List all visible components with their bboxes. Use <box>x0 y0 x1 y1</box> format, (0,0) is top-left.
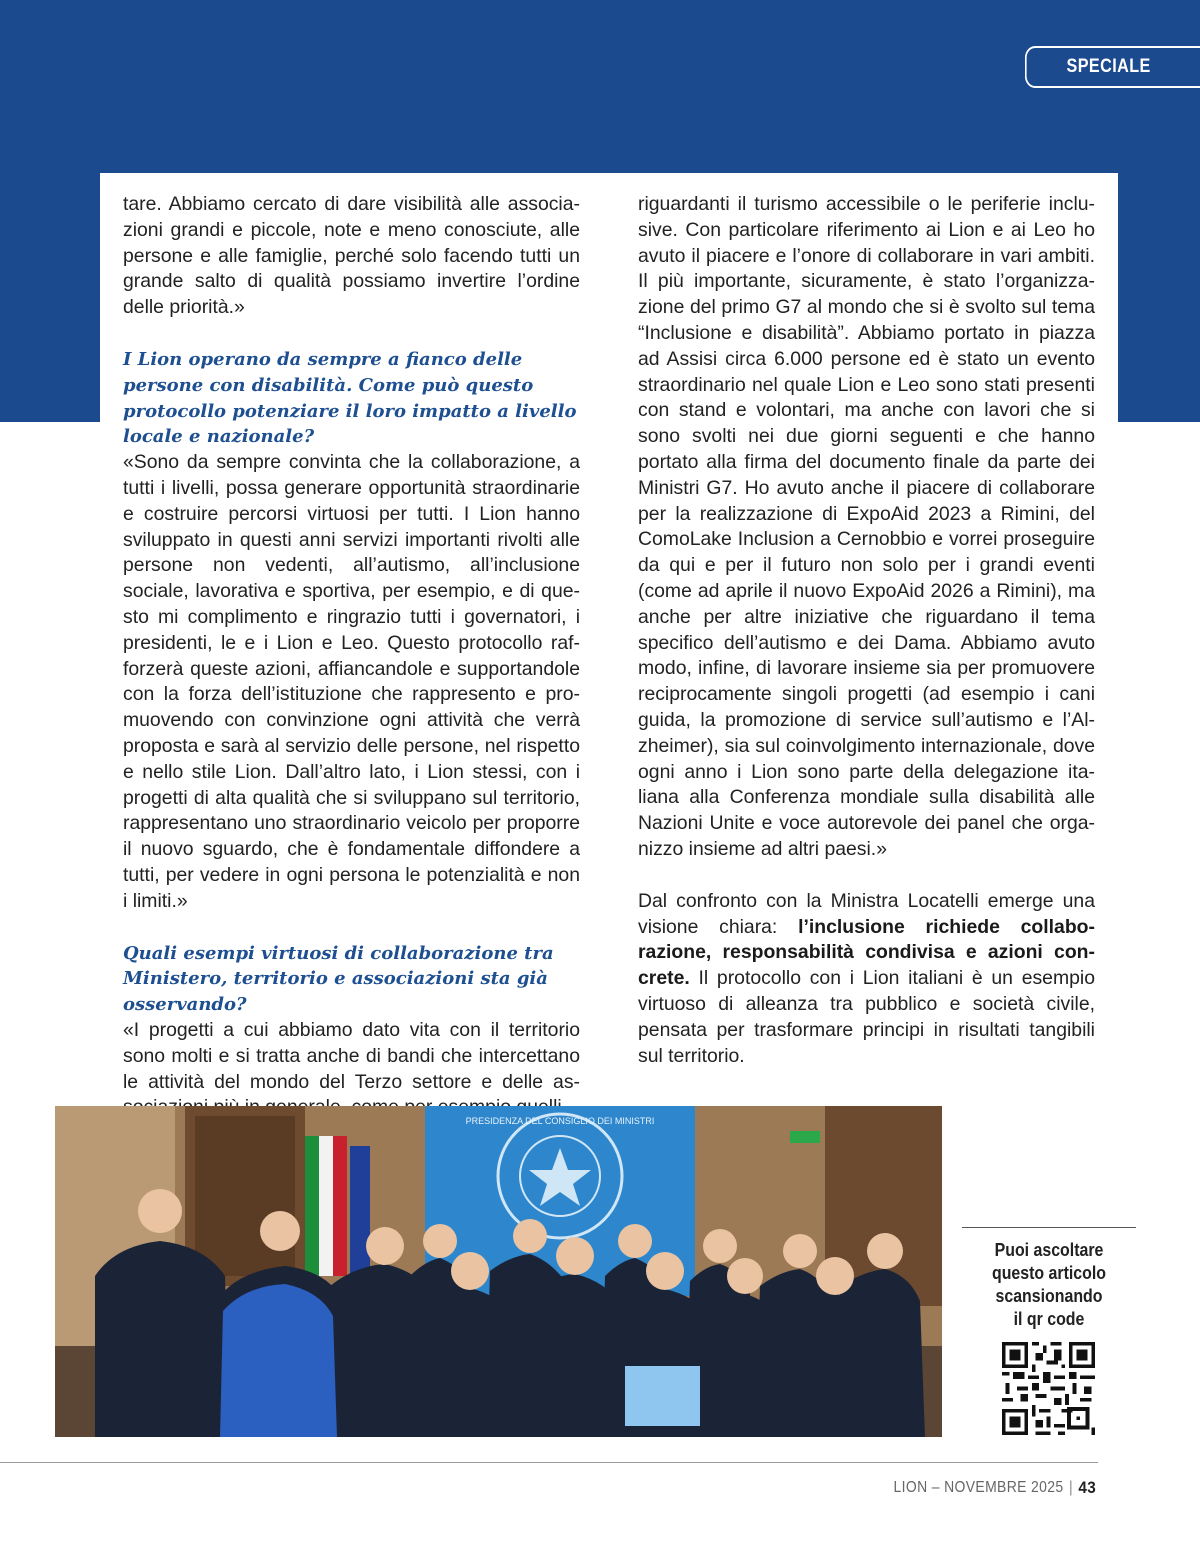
group-photo <box>55 1106 942 1437</box>
paragraph: tare. Abbiamo cercato di dare visibilità alle associazioni grandi e piccole, note e meno conosciute, alle persone e alle famiglie, perché solo facendo tutti un grande salto di qualità possiamo invertire l’ordine delle priorità.» <box>123 193 580 319</box>
paragraph: «Sono da sempre convinta che la collaborazione, a tutti i livelli, possa generare opportunità straordinarie e costruire percorsi virtuosi per tutti. I Lion hanno sviluppato in questi anni servizi importanti rivolti alle persone non vedenti, all’autismo, all’inclusione sociale, lavorativa e sportiva, per esempio, e di questo mi complimento e ringrazio tutti i governatori, i presidenti, le e i Lion e Leo. Questo protocollo rafforzerà queste azioni, affiancandole e supportandole con la forza dell’istituzione che rappresento e promuovendo con convinzione ogni attività che verrà proposta e sarà al servizio delle persone, nel rispetto e nello stile Lion. Dall’altro lato, i Lion stessi, con i progetti di alta qualità che si sviluppano sul territorio, rappresentano uno straordinario veicolo per proporre il nuovo sguardo, che è fondamentale diffondere a tutti, per vedere in ogni persona le potenzialità e non i limiti.» <box>123 451 580 912</box>
page-footer <box>893 1478 1096 1498</box>
section-label: SPECIALE <box>1025 46 1200 88</box>
footer-separator: | <box>1068 1479 1073 1496</box>
paragraph: riguardanti il turismo accessibile o le periferie inclusive. Con particolare riferimento ai Lion e ai Leo ho avuto il piacere e l’onore di collaborare in vari ambiti. Il più importante, sicuramente, è stato l’organizzazione del primo G7 al mondo che si è svolto sul tema “Inclusione e disabilità”. Abbiamo portato in piazza ad Assisi circa 6.000 persone ed è stato un evento straordinario nel quale Lion e Leo sono stati presenti con stand e volontari, ma anche con lavori che si sono svolti nei due giorni seguenti e che hanno portato alla firma del documento finale da parte dei Ministri G7. Ho avuto anche il piacere di collaborare per la realizzazione di ExpoAid 2023 a Rimini, del ComoLake Inclusion a Cernobbio e vorrei proseguire da qui e per il futuro non solo per i grandi eventi (come ad aprile il nuovo ExpoAid 2026 a Rimini), ma anche per altre iniziative che riguardano il tema specifico dell’autismo e dei Dama. Abbiamo avuto modo, infine, di lavorare insieme sia per promuovere reciprocamente singoli progetti (ad esempio i cani guida, la promozione di service sull’autismo e l’Alzheimer), sia sul coinvolgimento internazionale, dove ogni anno i Lion sono parte della delegazione italiana alla Conferenza mondiale sulla disabilità alle Nazioni Unite e voce autorevole dei panel che organizzo insieme ad altri paesi.» <box>638 193 1095 860</box>
qr-caption: Puoi ascoltare questo articolo scansionando il qr code <box>991 1239 1107 1329</box>
interview-question: I Lion operano da sempre a fianco delle persone con disabilità. Come può questo protocollo potenziare il loro impatto a livello locale e nazionale? <box>123 348 577 448</box>
closing-paragraph: Dal confronto con la Ministra Locatelli emerge una visione chiara: l’inclusione richiede collaborazione, responsabilità condivisa e azioni concrete. Il protocollo con i Lion italiani è un esempio virtuoso di alleanza tra pubblico e società civile, pensata per trasformare principi in risultati tangibili sul territorio. <box>638 889 1095 1067</box>
interview-question: Quali esempi virtuosi di collaborazione tra Ministero, territorio e associazioni sta già osservando? <box>123 942 554 1016</box>
highlight-text: l’inclusione richiede collaborazione, responsabilità condivisa e azioni concrete. <box>638 915 1095 990</box>
qr-code-icon[interactable] <box>1002 1342 1095 1435</box>
qr-audio-box <box>962 1227 1136 1330</box>
sign-text: PRESIDENZA DEL CONSIGLIO DEI MINISTRI <box>465 1116 655 1126</box>
left-column <box>123 192 580 1121</box>
right-column <box>638 192 1095 1069</box>
divider <box>962 1227 1136 1228</box>
footer-divider <box>0 1462 1098 1463</box>
publication-name: LION – NOVEMBRE 2025 <box>893 1479 1064 1496</box>
page-number: 43 <box>1078 1478 1096 1497</box>
paragraph: «I progetti a cui abbiamo dato vita con il territorio sono molti e si tratta anche di bandi che intercettano le attività del mondo del Terzo settore e delle as <box>123 1018 580 1093</box>
